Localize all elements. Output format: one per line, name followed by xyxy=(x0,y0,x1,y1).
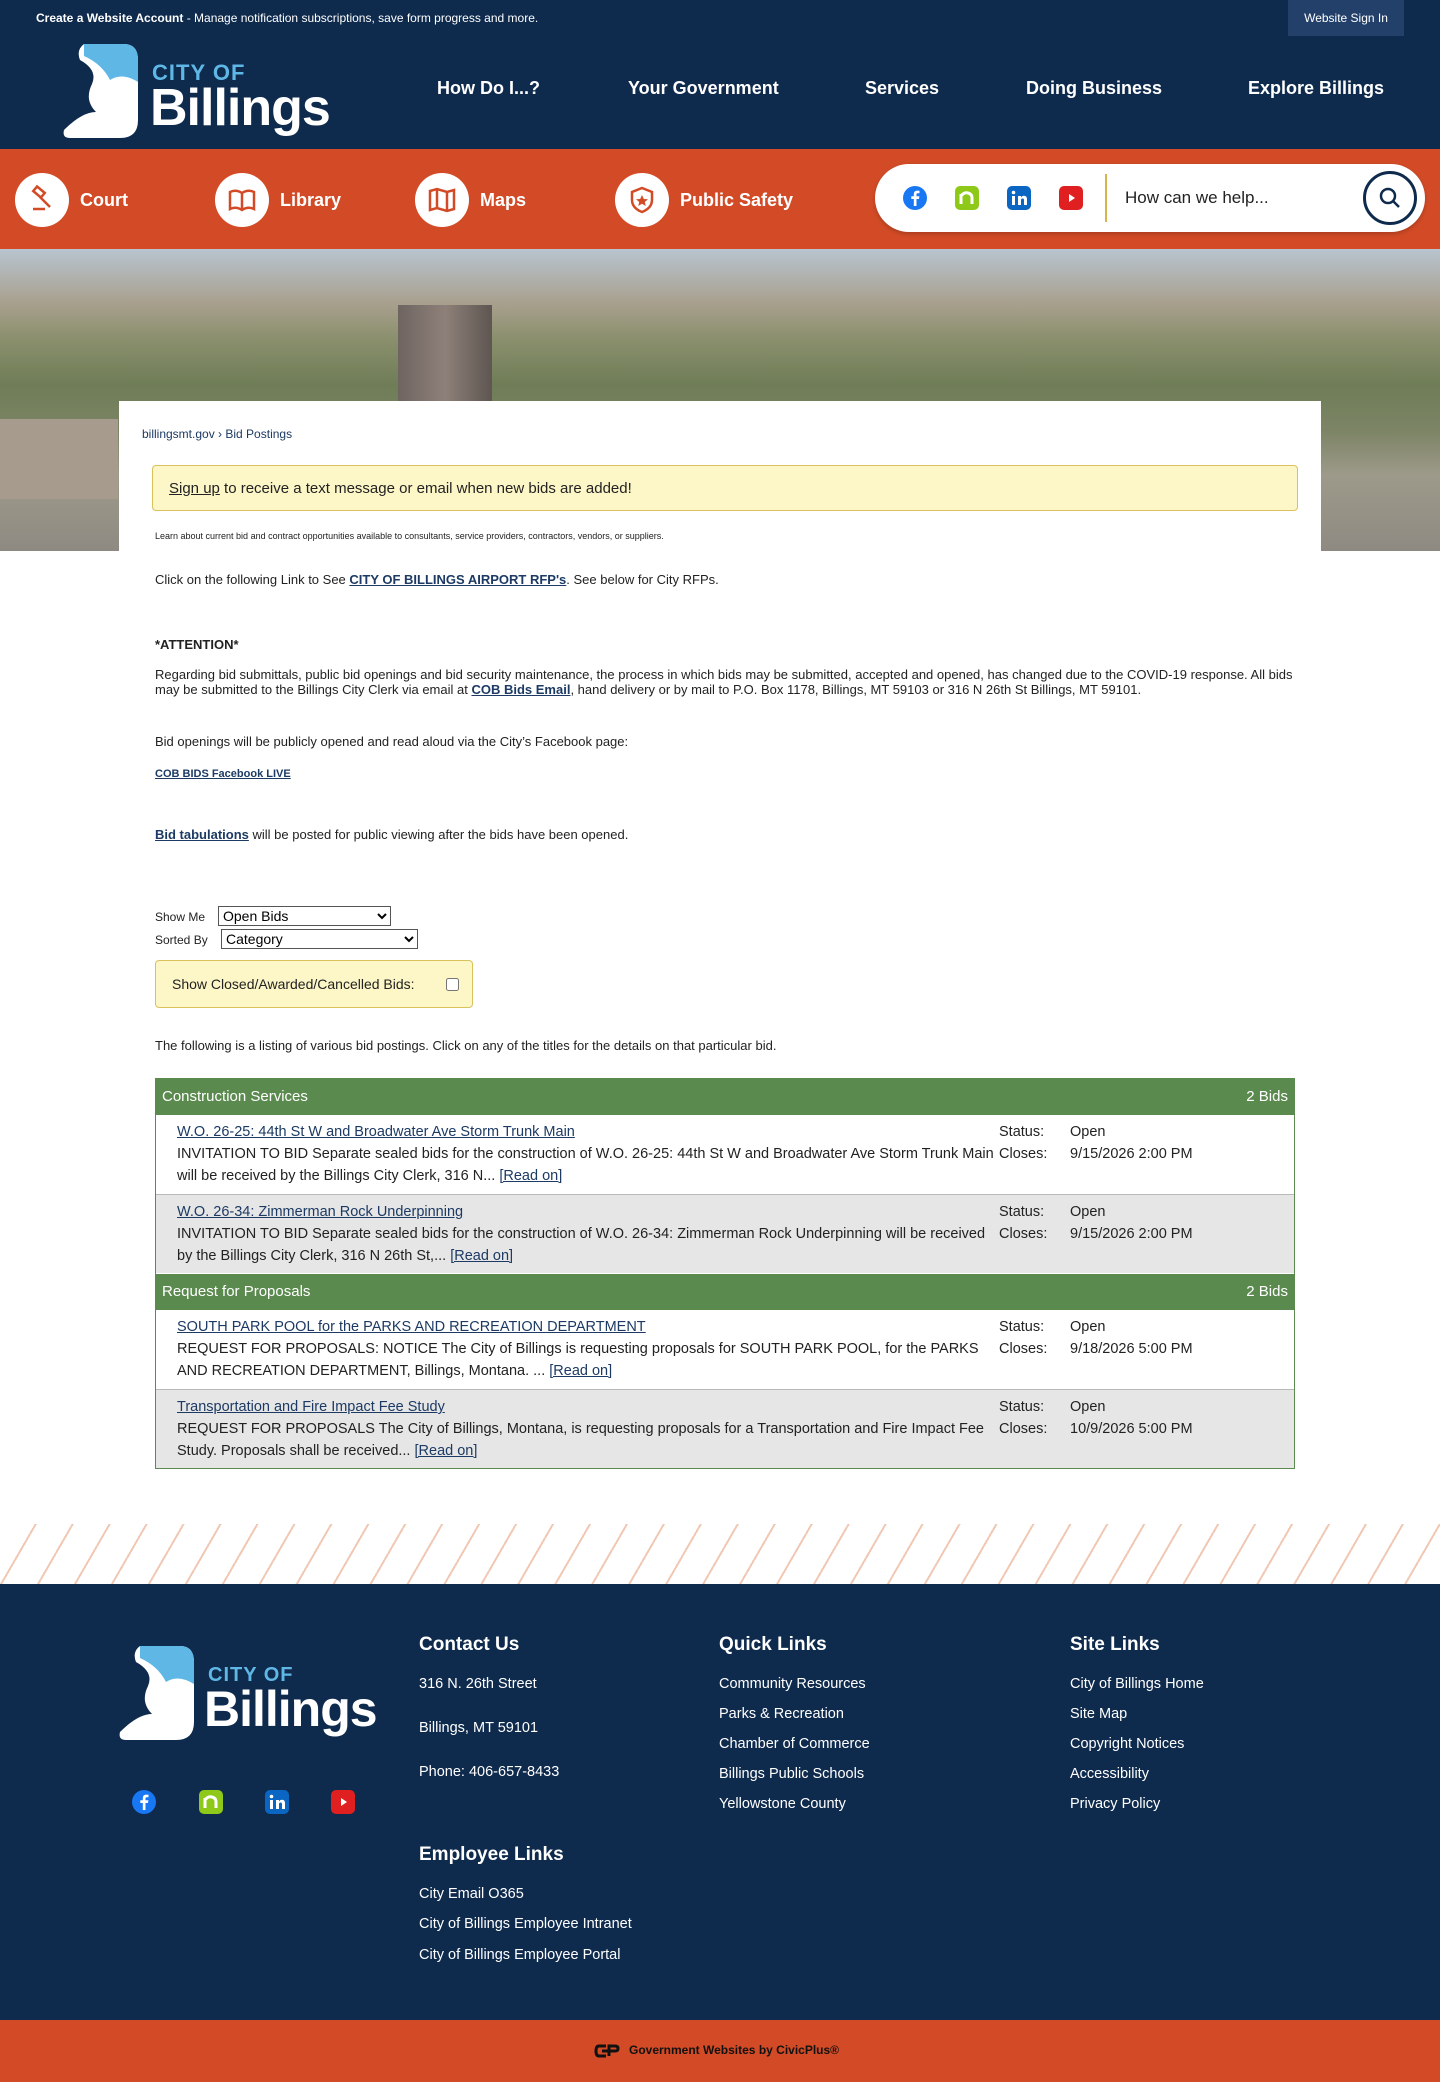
footer-contact xyxy=(419,1634,679,1784)
youtube-icon[interactable] xyxy=(1059,186,1083,210)
nav-your-government[interactable]: Your Government xyxy=(628,78,779,98)
decorative-stripes xyxy=(0,1524,1440,1584)
footer-link[interactable]: City of Billings Home xyxy=(1070,1676,1204,1692)
cob-bids-email-link[interactable]: COB Bids Email xyxy=(471,682,571,697)
show-closed-box xyxy=(155,960,473,1008)
top-utility-bar xyxy=(0,0,1440,36)
footer-link[interactable]: Copyright Notices xyxy=(1070,1736,1185,1752)
logo-billings: Billings xyxy=(150,79,330,137)
sorted-by-label: Sorted By xyxy=(155,933,208,947)
bid-title-link[interactable]: SOUTH PARK POOL for the PARKS AND RECREATION DEPARTMENT xyxy=(177,1319,646,1335)
badge-icon xyxy=(615,173,669,227)
gavel-icon xyxy=(15,173,69,227)
airport-paragraph: Click on the following Link to See CITY OF BILLINGS AIRPORT RFP's. See below for City RFPs. xyxy=(155,572,719,587)
openings-text: Bid openings will be publicly opened and read aloud via the City’s Facebook page: xyxy=(155,734,629,749)
breadcrumb-home-link[interactable]: billingsmt.gov xyxy=(142,427,215,441)
read-on-link[interactable]: [Read on] xyxy=(549,1363,613,1379)
map-icon xyxy=(415,173,469,227)
bid-row xyxy=(156,1310,1294,1389)
footer-site-links xyxy=(1070,1634,1330,1814)
quicklink-library-label: Library xyxy=(280,190,342,210)
bid-listing-table xyxy=(155,1078,1295,1469)
search-input[interactable] xyxy=(1125,183,1345,213)
footer-city-logo[interactable] xyxy=(118,1644,378,1744)
show-me-select[interactable] xyxy=(218,906,391,926)
footer-link[interactable]: Community Resources xyxy=(719,1676,866,1692)
status-label: Status: xyxy=(999,1399,1045,1415)
contact-city: Billings, MT 59101 xyxy=(419,1720,539,1736)
search-button[interactable] xyxy=(1363,171,1417,225)
footer-employee-links xyxy=(419,1844,719,1964)
breadcrumb xyxy=(142,427,292,441)
youtube-icon[interactable] xyxy=(331,1790,355,1814)
footer-link[interactable]: City of Billings Employee Portal xyxy=(419,1947,621,1963)
bid-description: REQUEST FOR PROPOSALS: NOTICE The City of Billings is requesting proposals for SOUTH PARK POOL, for the PARKS AND RECREATION DEPARTMENT, Billings, Montana. ... [Read on] xyxy=(177,1341,979,1379)
bid-description: INVITATION TO BID Separate sealed bids for the construction of W.O. 26-34: Zimmerman Rock Underpinning will be received by the Billings City Clerk, 316 N 26th St,... [Read on] xyxy=(177,1226,986,1264)
footer-link[interactable]: Parks & Recreation xyxy=(719,1706,844,1722)
contact-address: 316 N. 26th Street xyxy=(419,1676,537,1692)
bid-row xyxy=(156,1194,1294,1273)
attention-paragraph: Regarding bid submittals, public bid openings and bid security maintenance, the process in which bids may be submitted, accepted and opened, has changed due to the COVID-19 response. All bids may be submitted to the Billings City Clerk via email at COB Bids Email, hand delivery or by mail to P.O. Box 1178, Billings, MT 59103 or 316 N 26th St Billings, MT 59101. xyxy=(155,667,1293,697)
billings-logo-mark-icon xyxy=(118,1644,194,1740)
footer-link[interactable]: Site Map xyxy=(1070,1706,1128,1722)
bid-title-link[interactable]: W.O. 26-25: 44th St W and Broadwater Ave Storm Trunk Main xyxy=(177,1124,575,1140)
status-value: Open xyxy=(1070,1319,1106,1335)
footer-link[interactable]: Chamber of Commerce xyxy=(719,1736,870,1752)
closes-label: Closes: xyxy=(999,1341,1048,1357)
banner-tower xyxy=(398,305,492,405)
category-header xyxy=(156,1079,1294,1115)
read-on-link[interactable]: [Read on] xyxy=(450,1248,514,1264)
bid-row xyxy=(156,1389,1294,1468)
site-footer xyxy=(0,1584,1440,2020)
status-value: Open xyxy=(1070,1124,1106,1140)
quicklink-library[interactable] xyxy=(215,173,355,227)
closes-label: Closes: xyxy=(999,1226,1048,1242)
status-value: Open xyxy=(1070,1204,1106,1220)
create-account-link[interactable]: Create a Website Account - Manage notification subscriptions, save form progress and more. xyxy=(36,11,539,25)
nextdoor-icon[interactable] xyxy=(955,186,979,210)
closes-value: 9/18/2026 5:00 PM xyxy=(1070,1341,1193,1357)
main-nav xyxy=(420,78,1420,108)
footer-link[interactable]: Privacy Policy xyxy=(1070,1796,1161,1812)
quick-links-heading: Quick Links xyxy=(719,1634,827,1655)
read-on-link[interactable]: [Read on] xyxy=(499,1168,563,1184)
footer-link[interactable]: City of Billings Employee Intranet xyxy=(419,1916,632,1932)
city-logo[interactable] xyxy=(62,42,330,142)
signup-text: to receive a text message or email when new bids are added! xyxy=(219,480,632,497)
category-count: 2 Bids xyxy=(1246,1283,1288,1300)
quick-links-bar xyxy=(0,149,1440,249)
linkedin-icon[interactable] xyxy=(265,1790,289,1814)
civicplus-logo-icon xyxy=(594,2043,620,2059)
search-icon xyxy=(1378,186,1402,210)
nav-how-do-i[interactable]: How Do I...? xyxy=(437,78,540,98)
footer-link[interactable]: Billings Public Schools xyxy=(719,1766,865,1782)
breadcrumb-separator: › xyxy=(214,427,226,441)
site-links-heading: Site Links xyxy=(1070,1634,1160,1655)
signup-alert xyxy=(152,465,1298,511)
attention-heading: *ATTENTION* xyxy=(155,637,239,652)
read-on-link[interactable]: [Read on] xyxy=(414,1443,478,1459)
quicklink-maps-label: Maps xyxy=(480,190,527,210)
show-me-label: Show Me xyxy=(155,910,206,924)
logo-billings: Billings xyxy=(204,1681,377,1737)
quicklink-maps[interactable] xyxy=(415,173,535,227)
content-panel xyxy=(119,401,1321,1481)
quicklink-public-safety[interactable] xyxy=(615,173,815,227)
footer-link[interactable]: Yellowstone County xyxy=(719,1796,846,1812)
status-value: Open xyxy=(1070,1399,1106,1415)
bid-filters xyxy=(155,906,555,966)
category-name: Request for Proposals xyxy=(162,1283,311,1300)
bid-title-link[interactable]: Transportation and Fire Impact Fee Study xyxy=(177,1399,445,1415)
signup-link[interactable]: Sign up xyxy=(169,480,220,497)
site-header xyxy=(0,36,1440,149)
nextdoor-icon[interactable] xyxy=(199,1790,223,1814)
tabulations-paragraph: Bid tabulations will be posted for public viewing after the bids have been opened. xyxy=(155,827,629,842)
closes-value: 9/15/2026 2:00 PM xyxy=(1070,1226,1193,1242)
facebook-live-link[interactable]: COB BIDS Facebook LIVE xyxy=(155,768,291,780)
facebook-icon[interactable] xyxy=(132,1790,156,1814)
search-divider xyxy=(1105,174,1107,222)
contact-phone: Phone: 406-657-8433 xyxy=(419,1764,560,1780)
category-count: 2 Bids xyxy=(1246,1088,1288,1105)
status-label: Status: xyxy=(999,1124,1045,1140)
bid-title-link[interactable]: W.O. 26-34: Zimmerman Rock Underpinning xyxy=(177,1204,464,1220)
civicplus-link[interactable]: Government Websites by CivicPlus® xyxy=(629,2043,840,2057)
billings-logo-mark-icon xyxy=(62,42,138,138)
closes-label: Closes: xyxy=(999,1146,1048,1162)
civicplus-bar xyxy=(0,2020,1440,2082)
banner-building xyxy=(0,419,118,499)
logo-city-of: CITY OF xyxy=(152,60,246,85)
logo-city-of: CITY OF xyxy=(208,1664,294,1686)
search-bar xyxy=(875,164,1425,232)
nav-doing-business[interactable]: Doing Business xyxy=(1026,78,1163,98)
bid-row xyxy=(156,1115,1294,1194)
book-icon xyxy=(215,173,269,227)
status-label: Status: xyxy=(999,1204,1045,1220)
footer-link[interactable]: City Email O365 xyxy=(419,1886,524,1902)
facebook-icon[interactable] xyxy=(903,186,927,210)
listing-text: The following is a listing of various bid postings. Click on any of the titles for the details on that particular bid. xyxy=(155,1038,777,1053)
airport-rfp-link[interactable]: CITY OF BILLINGS AIRPORT RFP's xyxy=(349,572,567,587)
website-sign-in-button[interactable]: Website Sign In xyxy=(1288,0,1404,36)
contact-heading: Contact Us xyxy=(419,1634,520,1655)
category-header xyxy=(156,1274,1294,1310)
employee-links-heading: Employee Links xyxy=(419,1844,564,1865)
intro-text: Learn about current bid and contract opportunities available to consultants, service providers, contractors, vendors, or suppliers. xyxy=(155,531,664,541)
closes-value: 10/9/2026 5:00 PM xyxy=(1070,1421,1193,1437)
show-closed-checkbox[interactable] xyxy=(446,978,459,991)
closes-label: Closes: xyxy=(999,1421,1048,1437)
show-closed-label: Show Closed/Awarded/Cancelled Bids: xyxy=(172,976,415,992)
footer-link[interactable]: Accessibility xyxy=(1070,1766,1149,1782)
quicklink-public-safety-label: Public Safety xyxy=(680,190,794,210)
footer-quick-links xyxy=(719,1634,979,1814)
nav-services[interactable]: Services xyxy=(865,78,940,98)
bid-description: REQUEST FOR PROPOSALS The City of Billings, Montana, is requesting proposals for a Transportation and Fire Impact Fee Study. Proposals shall be received... [Read on] xyxy=(177,1421,984,1459)
quicklink-court-label: Court xyxy=(80,190,128,210)
breadcrumb-current: Bid Postings xyxy=(225,427,293,441)
nav-explore-billings[interactable]: Explore Billings xyxy=(1248,78,1385,98)
sorted-by-select[interactable] xyxy=(221,929,418,949)
bid-tabulations-link[interactable]: Bid tabulations xyxy=(155,827,249,842)
linkedin-icon[interactable] xyxy=(1007,186,1031,210)
category-name: Construction Services xyxy=(162,1088,308,1105)
closes-value: 9/15/2026 2:00 PM xyxy=(1070,1146,1193,1162)
quicklink-court[interactable] xyxy=(15,173,135,227)
bid-description: INVITATION TO BID Separate sealed bids for the construction of W.O. 26-25: 44th St W and Broadwater Ave Storm Trunk Main will be received by the Billings City Clerk, 316 N... [Read on] xyxy=(177,1146,994,1184)
status-label: Status: xyxy=(999,1319,1045,1335)
